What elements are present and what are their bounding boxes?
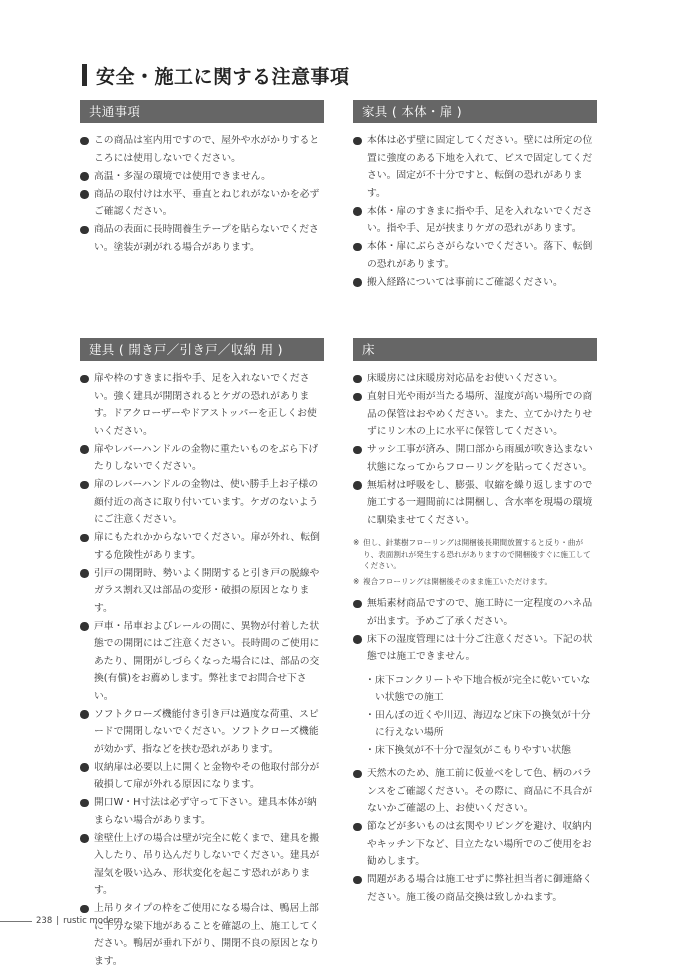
- sub-item-text: 田んぼの近くや川辺、海辺など床下の換気が十分に行えない場所: [375, 709, 591, 738]
- bullet-icon: [80, 905, 89, 914]
- list-item-text: 無垢材は呼吸をし、膨張、収縮を繰り返しますので施工する一週間前には開梱し、含水率を現場の環境に馴染ませてください。: [367, 479, 593, 526]
- section-common: [80, 100, 324, 257]
- list-item: [353, 477, 597, 530]
- list-item-text: 床下の湿度管理には十分ご注意ください。下記の状態では施工できません。: [367, 633, 593, 662]
- bullet-icon: [353, 207, 362, 216]
- sub-item-text: 床下コンクリートや下地合板が完全に乾いていない状態での施工: [375, 674, 591, 703]
- list-item: [353, 595, 597, 630]
- sub-item: [353, 672, 597, 707]
- bullet-icon: [80, 190, 89, 199]
- sub-item-text: 床下換気が不十分で湿気がこもりやすい状態: [375, 744, 571, 756]
- section-heading: 共通事項: [80, 100, 324, 123]
- list-item-text: 扉のレバーハンドルの金物は、使い勝手上お子様の顔付近の高さに取り付いています。ケガのないようにご注意ください。: [94, 479, 319, 525]
- bullet-icon: [80, 710, 89, 719]
- section-fittings: [80, 338, 324, 971]
- list-item-text: 引戸の開閉時、勢いよく開閉すると引き戸の脱線やガラス割れ又は部品の変形・破損の原因となります。: [94, 567, 320, 614]
- list-item-text: 商品の表面に長時間養生テープを貼らないでください。塗装が剥がれる場合があります。: [94, 224, 319, 253]
- note-list: [353, 537, 597, 587]
- list-item-text: 床暖房には床暖房対応品をお使いください。: [367, 373, 563, 384]
- section-floor: [353, 338, 597, 907]
- list-item-text: 塗壁仕上げの場合は壁が完全に乾くまで、建具を搬入したり、吊り込んだりしないでください。建具が湿気を吸い込み、形状変化を起こす恐れがあります。: [94, 832, 320, 896]
- list-item-text: ソフトクローズ機能付き引き戸は過度な荷重、スピードで開閉しないでください。ソフトクローズ機能が効かず、指などを挟む恐れがあります。: [94, 708, 319, 755]
- page-title: [82, 60, 350, 90]
- page-title-text: 安全・施工に関する注意事項: [96, 65, 350, 88]
- item-list: [80, 132, 324, 256]
- list-item-text: 搬入経路については事前にご確認ください。: [367, 276, 563, 288]
- list-item: [353, 765, 597, 818]
- bullet-icon: [353, 446, 362, 455]
- section-heading: 建具 ( 開き戸／引き戸／収納 用 ): [80, 338, 324, 361]
- bullet-icon: [353, 770, 362, 779]
- list-item-text: 商品の取付けは水平、垂直とねじれがないかを必ずご確認ください。: [94, 188, 320, 217]
- note-mark: ※: [353, 576, 360, 586]
- list-item: [80, 759, 324, 794]
- list-item: [80, 618, 324, 706]
- bullet-icon: [353, 243, 362, 252]
- bullet-icon: [80, 445, 89, 454]
- bullet-icon: [80, 799, 89, 808]
- list-item: [353, 631, 597, 666]
- list-item-text: 本体は必ず壁に固定してください。壁には所定の位置に強度のある下地を入れて、ビスで固定してください。固定が不十分ですと、転倒の恐れがあります。: [367, 135, 593, 199]
- bullet-icon: [80, 375, 89, 384]
- item-list-3: [353, 765, 597, 906]
- bullet-icon: [80, 763, 89, 772]
- page-footer: [0, 913, 122, 929]
- list-item-text: サッシ工事が済み、開口部から雨風が吹き込まない状態になってからフローリングを貼ってください。: [367, 444, 593, 473]
- note-item: [353, 537, 597, 572]
- note-mark: ※: [353, 538, 360, 547]
- note-item: [353, 576, 597, 588]
- list-item-text: 直射日光や雨が当たる場所、湿度が高い場所での商品の保管はおやめください。また、立てかけたりせずにリン木の上に水平に保管してください。: [367, 391, 593, 437]
- list-item: [80, 441, 324, 476]
- bullet-icon: [353, 823, 362, 832]
- section-heading: 家具 ( 本体・扉 ): [353, 100, 597, 123]
- list-item: [353, 238, 597, 273]
- list-item: [80, 706, 324, 759]
- bullet-icon: [80, 481, 89, 490]
- list-item-text: 本体・扉のすきまに指や手、足を入れないでください。指や手、足が挟まりケガの恐れがあります。: [367, 205, 593, 234]
- list-item: [353, 370, 597, 388]
- list-item-text: 開口W・H寸法は必ず守って下さい。建具本体が納まらない場合があります。: [94, 797, 317, 826]
- page-number: 238: [36, 916, 53, 926]
- item-list: [353, 132, 597, 291]
- bullet-icon: [353, 278, 362, 287]
- list-item-text: 戸車・吊車およびレールの間に、異物が付着した状態での開閉にはご注意ください。長時間のご使用にあたり、開閉がしづらくなった場合には、部品の交換(有償)をお薦めします。弊社までお問合せ下さい。: [94, 620, 320, 702]
- bullet-icon: [80, 834, 89, 843]
- item-list-2: [353, 595, 597, 666]
- item-list: [80, 370, 324, 970]
- list-item: [353, 441, 597, 476]
- bullet-icon: [353, 481, 362, 490]
- list-item: [353, 818, 597, 871]
- list-item: [80, 168, 324, 186]
- bullet-icon: [80, 172, 89, 181]
- bullet-icon: [353, 375, 362, 384]
- list-item-text: 節などが多いものは玄関やリビングを避け、収納内やキッチン下など、目立たない場所でのご使用をお勧めします。: [367, 821, 592, 867]
- list-item: [80, 132, 324, 167]
- list-item: [80, 794, 324, 829]
- list-item: [353, 203, 597, 238]
- bullet-icon: [353, 137, 362, 146]
- footer-divider: |: [56, 916, 60, 926]
- list-item-text: 収納扉は必要以上に開くと金物やその他取付部分が破損して扉が外れる原因になります。: [94, 761, 320, 790]
- bullet-icon: [353, 876, 362, 885]
- list-item-text: 問題がある場合は施工せずに弊社担当者に御連絡ください。施工後の商品交換は致しかねます。: [367, 874, 593, 903]
- item-list: [353, 370, 597, 529]
- list-item-text: 本体・扉にぶらさがらないでください。落下、転倒の恐れがあります。: [367, 241, 593, 270]
- list-item: [353, 871, 597, 906]
- list-item: [80, 370, 324, 440]
- bullet-icon: [353, 635, 362, 644]
- sub-mark: ・: [365, 709, 375, 721]
- bullet-icon: [353, 600, 362, 609]
- sub-item: [353, 742, 597, 760]
- footer-rule: [0, 921, 32, 922]
- list-item: [80, 186, 324, 221]
- list-item-text: 扉やレバーハンドルの金物に重たいものをぶら下げたりしないでください。: [94, 443, 319, 472]
- bullet-icon: [80, 622, 89, 631]
- note-text: 但し、針葉樹フローリングは開梱後長期間放置すると反り・曲がり、表面割れが発生する恐れがありますので開梱後すぐに施工してください。: [363, 538, 591, 570]
- brand-name: rustic modern: [63, 916, 123, 926]
- sub-item: [353, 707, 597, 742]
- list-item-text: 扉や枠のすきまに指や手、足を入れないでください。強く建具が開閉されるとケガの恐れがあります。ドアクローザーやドアストッパーを正しくお使いください。: [94, 373, 317, 437]
- section-heading: 床: [353, 338, 597, 361]
- sub-list: [353, 672, 597, 760]
- bullet-icon: [353, 393, 362, 402]
- list-item: [80, 529, 324, 564]
- list-item: [353, 388, 597, 441]
- bullet-icon: [80, 534, 89, 543]
- list-item: [80, 221, 324, 256]
- list-item-text: 無垢素材商品ですので、施工時に一定程度のハネ品が出ます。予めご了承ください。: [367, 598, 593, 627]
- list-item: [353, 274, 597, 292]
- list-item-text: 高温・多湿の環境では使用できません。: [94, 170, 271, 182]
- title-bar: [82, 64, 87, 86]
- bullet-icon: [80, 137, 89, 146]
- bullet-icon: [80, 569, 89, 578]
- list-item: [80, 565, 324, 618]
- list-item-text: 上吊りタイプの枠をご使用になる場合は、鴨居上部に十分な梁下地があることを確認の上、施工してください。鴨居が垂れ下がり、開閉不良の原因となります。: [94, 903, 320, 967]
- list-item: [80, 476, 324, 529]
- list-item: [80, 830, 324, 900]
- section-furniture: [353, 100, 597, 292]
- list-item-text: この商品は室内用ですので、屋外や水がかりするところには使用しないでください。: [94, 135, 320, 164]
- sub-mark: ・: [365, 744, 375, 756]
- list-item: [353, 132, 597, 202]
- list-item-text: 天然木のため、施工前に仮並べをして色、柄のバランスをご確認ください。その際に、商品に不具合がないかご確認の上、お使いください。: [367, 768, 593, 814]
- sub-mark: ・: [365, 674, 375, 686]
- note-text: 複合フローリングは開梱後そのまま施工いただけます。: [363, 576, 553, 586]
- list-item-text: 扉にもたれかからないでください。扉が外れ、転倒する危険性があります。: [94, 532, 320, 561]
- bullet-icon: [80, 226, 89, 235]
